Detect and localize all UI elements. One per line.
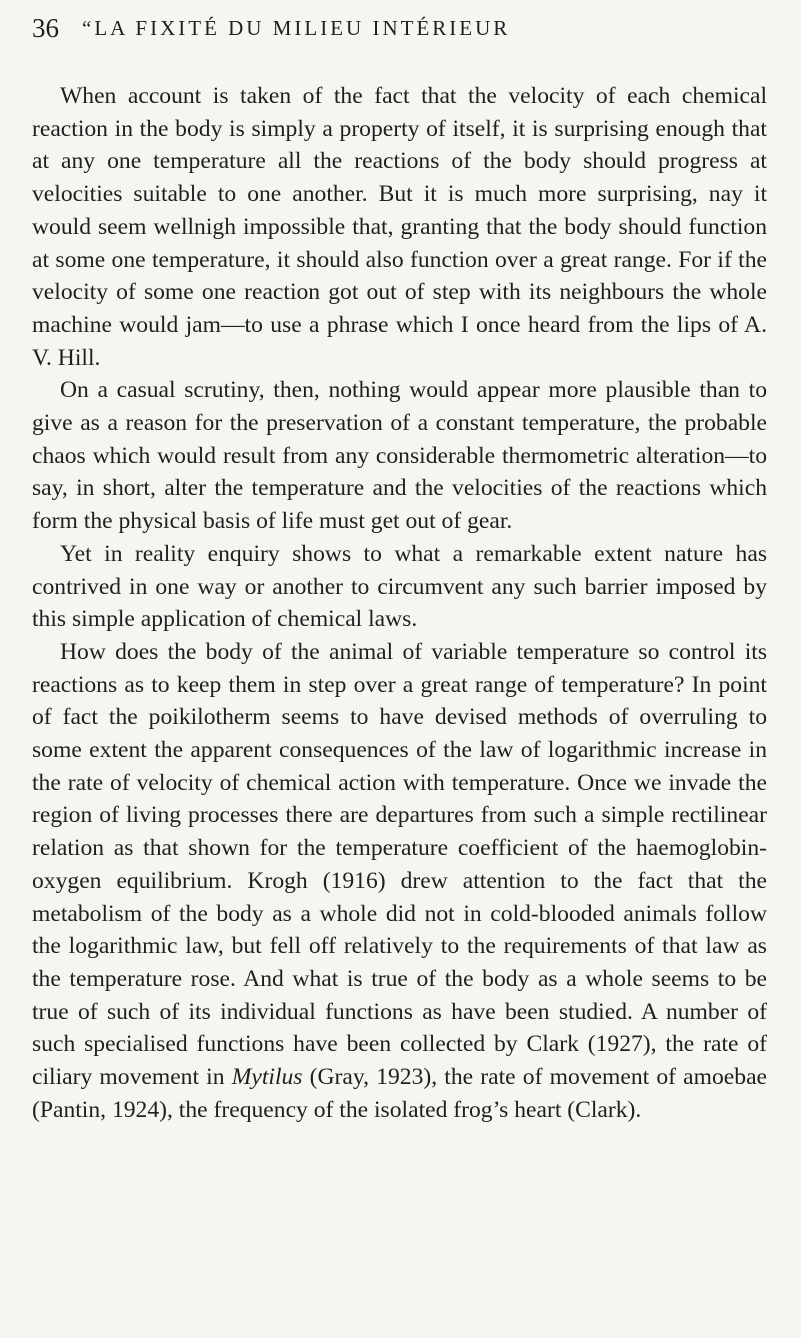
page-header	[32, 8, 772, 48]
paragraph-4-text-b: (Gray, 1923), the rate of movement of amoebae (Pantin, 1924), the frequency of the isolated frog’s heart (Clark).	[32, 1064, 768, 1123]
species-name-italic: Mytilus	[231, 1064, 303, 1091]
page-number: 36	[32, 13, 59, 43]
paragraph-1: When account is taken of the fact that the velocity of each chemical reaction in the body is simply a property of itself, it is surprising enough that at any one temperature all the reactions of the body should progress at velocities suitable to one another. But it is much more surprising, nay it would seem wellnigh impossible that, granting that the body should function at some one temperature, it should also function over a great range. For if the velocity of some one reaction got out of step with its neighbours the whole machine would jam—to use a phrase which I once heard from the lips of A. V. Hill.	[32, 83, 767, 371]
paragraph-4-text-a: How does the body of the animal of variable temperature so control its reactions as to keep them in step over a great range of temperature? In point of fact the poikilotherm seems to have devised methods of overruling to some extent the apparent consequences of the law of logarithmic increase in the rate of velocity of chemical action with temperature. Once we invade the region of living processes there are departures from such a simple rectilinear relation as that shown for the temperature coefficient of the haemoglobin-oxygen equilibrium. Krogh (1916) drew attention to the fact that the metabolism of the body as a whole did not in cold-blooded animals follow the logarithmic law, but fell off relatively to the requirements of that law as the temperature rose. And what is true of the body as a whole seems to be true of such of its individual functions as have been studied. A number of such specialised functions have been collected by Clark (1927), the rate of ciliary movement in	[32, 638, 767, 1091]
paragraph-4	[32, 636, 767, 1127]
running-title: “LA FIXITÉ DU MILIEU INTÉRIEUR	[82, 16, 511, 40]
body-text	[32, 80, 767, 1127]
paragraph-2: On a casual scrutiny, then, nothing would appear more plausible than to give as a reason for the preservation of a constant temperature, the probable chaos which would result from any considerable thermometric alteration—to say, in short, alter the temperature and the velocities of the reactions which form the physical basis of life must get out of gear.	[32, 377, 767, 535]
paragraph-3: Yet in reality enquiry shows to what a remarkable extent nature has contrived in one way or another to circumvent any such barrier imposed by this simple application of chemical laws.	[32, 540, 767, 633]
